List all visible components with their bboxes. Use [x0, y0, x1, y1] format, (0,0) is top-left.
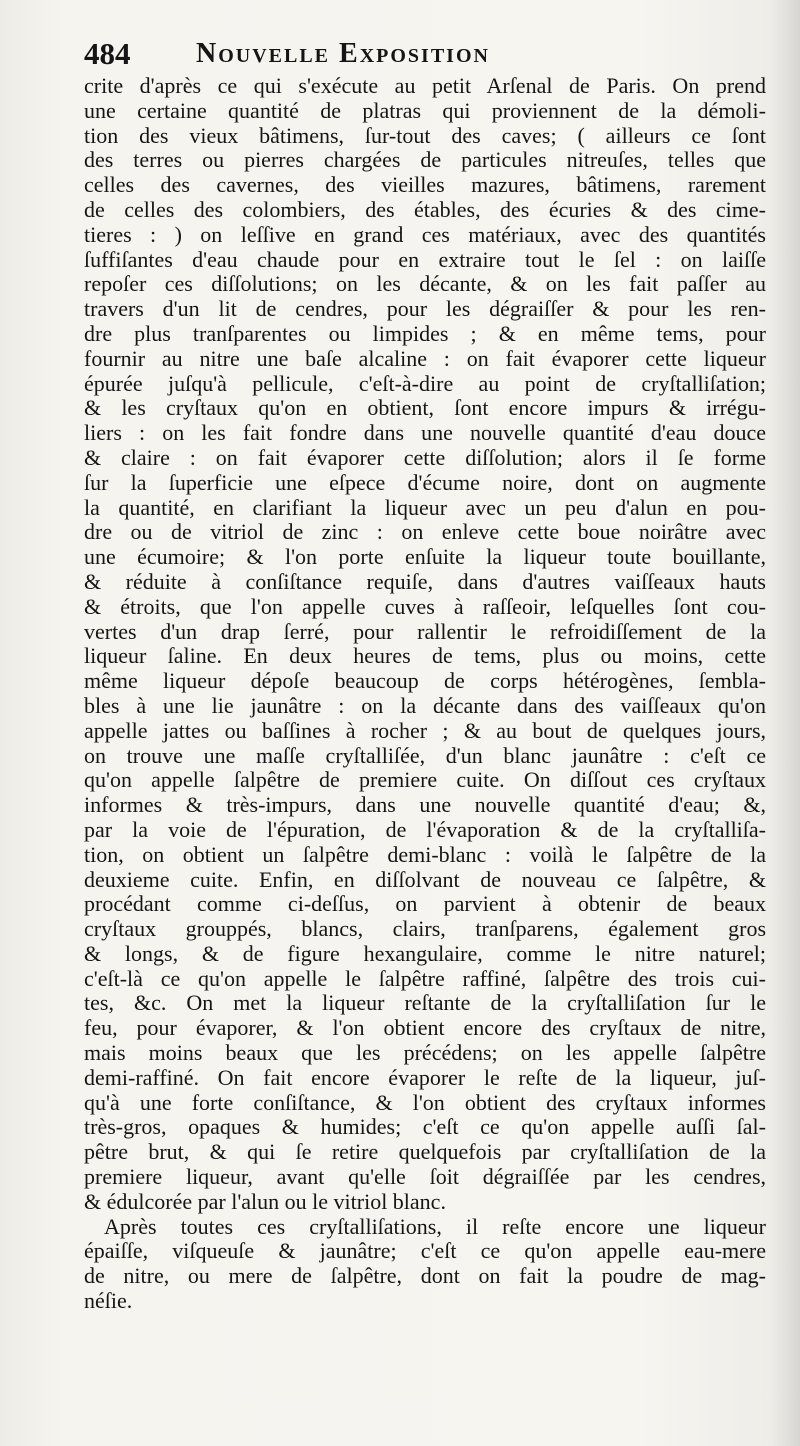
text-line: dre ou de vitriol de zinc : on enleve cette boue noirâtre avec: [84, 519, 766, 545]
text-line: demi-raffiné. On fait encore évaporer le reſte de la liqueur, juſ-: [84, 1064, 766, 1090]
page-header: [84, 36, 704, 72]
text-line: liqueur ſaline. En deux heures de tems, plus ou moins, cette: [84, 643, 766, 669]
text-line: qu'on appelle ſalpêtre de premiere cuite. On diſſout ces cryſtaux: [84, 767, 766, 793]
text-line: appelle jattes ou baſſines à rocher ; & au bout de quelques jours,: [84, 717, 766, 743]
text-line: Après toutes ces cryſtalliſations, il reſte encore une liqueur: [104, 1213, 766, 1239]
text-line: cryſtaux grouppés, blancs, clairs, tranſparens, également gros: [84, 916, 766, 942]
text-line: & claire : on fait évaporer cette diſſolution; alors il ſe forme: [84, 444, 766, 470]
text-line: la quantité, en clarifiant la liqueur avec un peu d'alun en pou-: [84, 494, 766, 520]
text-line: épaiſſe, viſqueuſe & jaunâtre; c'eſt ce qu'on appelle eau-mere: [84, 1238, 766, 1264]
text-line: procédant comme ci-deſſus, on parvient à obtenir de beaux: [84, 891, 766, 917]
text-line: même liqueur dépoſe beaucoup de corps hétérogènes, ſembla-: [84, 668, 766, 694]
text-line: ſur la ſuperficie une eſpece d'écume noire, dont on augmente: [84, 469, 766, 495]
text-line: informes & très-impurs, dans une nouvelle quantité d'eau; &,: [84, 792, 766, 818]
paragraph-1: [84, 74, 766, 1215]
text-line: une écumoire; & l'on porte enſuite la liqueur toute bouillante,: [84, 544, 766, 570]
running-title: Nouvelle Exposition: [196, 38, 490, 69]
text-line: & les cryſtaux qu'on en obtient, ſont encore impurs & irrégu-: [84, 395, 766, 421]
text-line: mais moins beaux que les précédens; on les appelle ſalpêtre: [84, 1040, 766, 1066]
text-line: dre plus tranſparentes ou limpides ; & en même tems, pour: [84, 320, 766, 346]
text-line: crite d'après ce qui s'exécute au petit Arſenal de Paris. On prend: [84, 73, 766, 98]
text-line: deuxieme cuite. Enfin, en diſſolvant de nouveau ce ſalpêtre, &: [84, 866, 766, 892]
text-line: tion des vieux bâtimens, ſur-tout des caves; ( ailleurs ce ſont: [84, 122, 766, 148]
text-line: une certaine quantité de platras qui proviennent de la démoli-: [84, 97, 766, 123]
text-line: bles à une lie jaunâtre : on la décante dans des vaiſſeaux qu'on: [84, 692, 766, 718]
text-line: c'eſt-là ce qu'on appelle le ſalpêtre raffiné, ſalpêtre des trois cui-: [84, 965, 766, 991]
text-line: néſie.: [84, 1288, 133, 1314]
text-line: de nitre, ou mere de ſalpêtre, dont on fait la poudre de mag-: [84, 1263, 766, 1289]
text-line: très-gros, opaques & humides; c'eſt ce qu'on appelle auſſi ſal-: [84, 1114, 766, 1140]
text-line: fournir au nitre une baſe alcaline : on fait évaporer cette liqueur: [84, 345, 766, 371]
text-line: tion, on obtient un ſalpêtre demi-blanc : voilà le ſalpêtre de la: [84, 841, 766, 867]
body-text: [84, 74, 766, 1314]
paragraph-2: [84, 1215, 766, 1314]
text-line: travers d'un lit de cendres, pour les dégraiſſer & pour les ren-: [84, 296, 766, 322]
text-line: on trouve une maſſe cryſtalliſée, d'un blanc jaunâtre : c'eſt ce: [84, 742, 766, 768]
text-line: & réduite à conſiſtance requiſe, dans d'autres vaiſſeaux hauts: [84, 568, 766, 594]
text-line: celles des cavernes, des vieilles mazures, bâtimens, rarement: [84, 172, 766, 198]
text-line: repoſer ces diſſolutions; on les décante, & on les fait paſſer au: [84, 271, 766, 297]
text-line: pêtre brut, & qui ſe retire quelquefois par cryſtalliſation de la: [84, 1139, 766, 1165]
page-number: 484: [84, 36, 131, 71]
text-line: tes, &c. On met la liqueur reſtante de la cryſtalliſation ſur le: [84, 990, 766, 1016]
text-line: liers : on les fait fondre dans une nouvelle quantité d'eau douce: [84, 420, 766, 446]
text-line: par la voie de l'épuration, de l'évaporation & de la cryſtalliſa-: [84, 816, 766, 842]
text-line: de celles des colombiers, des étables, des écuries & des cime-: [84, 196, 766, 222]
text-line: tieres : ) on leſſive en grand ces matériaux, avec des quantités: [84, 221, 766, 247]
text-line: & édulcorée par l'alun ou le vitriol blanc.: [84, 1188, 446, 1214]
page-edge-shadow: [770, 0, 800, 1446]
text-line: feu, pour évaporer, & l'on obtient encore des cryſtaux de nitre,: [84, 1015, 766, 1041]
text-line: premiere liqueur, avant qu'elle ſoit dégraiſſée par les cendres,: [84, 1164, 766, 1190]
text-line: & étroits, que l'on appelle cuves à raſſeoir, leſquelles ſont cou-: [84, 593, 766, 619]
text-line: & longs, & de figure hexangulaire, comme le nitre naturel;: [84, 940, 766, 966]
text-line: ſuffiſantes d'eau chaude pour en extraire tout le ſel : on laiſſe: [84, 246, 766, 272]
text-line: qu'à une forte conſiſtance, & l'on obtient des cryſtaux informes: [84, 1089, 766, 1115]
text-line: des terres ou pierres chargées de particules nitreuſes, telles que: [84, 147, 766, 173]
text-line: épurée juſqu'à pellicule, c'eſt-à-dire au point de cryſtalliſation;: [84, 370, 766, 396]
text-line: vertes d'un drap ſerré, pour rallentir le refroidiſſement de la: [84, 618, 766, 644]
